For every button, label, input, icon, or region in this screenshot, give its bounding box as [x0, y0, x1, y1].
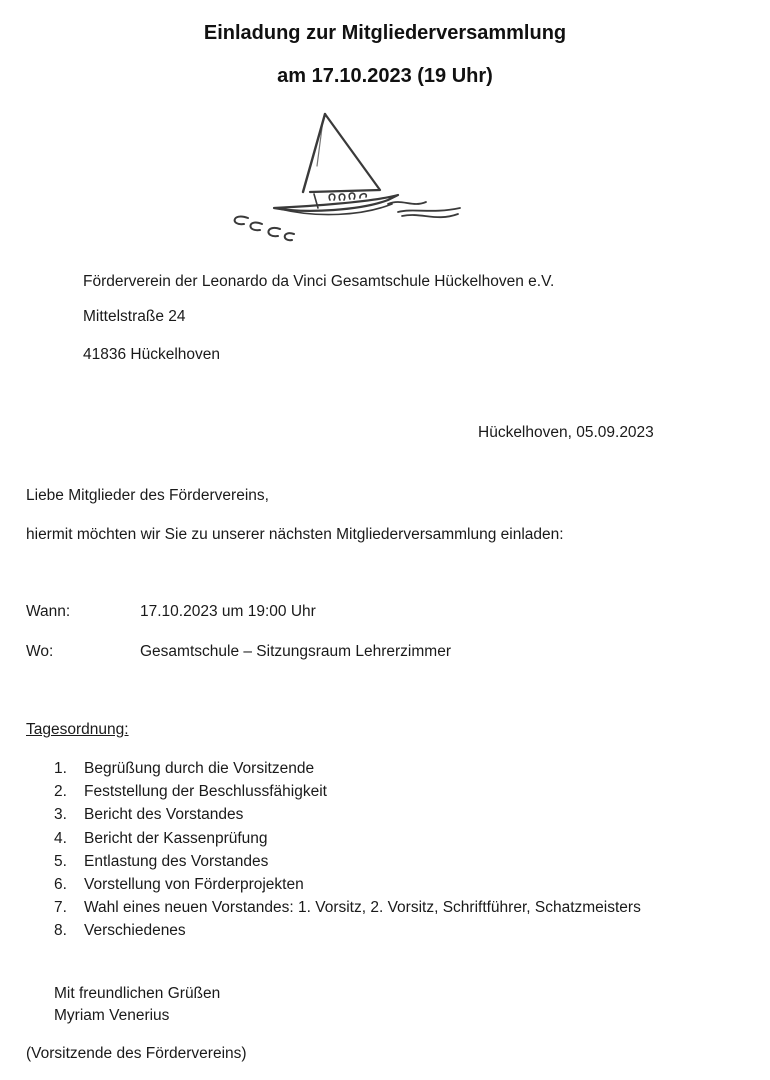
signer-name: Myriam Venerius	[54, 1007, 170, 1024]
agenda-item-text: Verschiedenes	[84, 922, 186, 940]
agenda-item-number: 1.	[54, 760, 67, 777]
agenda-item	[54, 760, 641, 783]
agenda-item-number: 4.	[54, 829, 67, 847]
address-organization: Förderverein der Leonardo da Vinci Gesamtschule Hückelhoven e.V.	[83, 273, 555, 290]
when-value: 17.10.2023 um 19:00 Uhr	[140, 603, 316, 620]
document-title: Einladung zur Mitgliederversammlung	[203, 22, 567, 44]
agenda-item-number: 8.	[54, 922, 67, 940]
greeting: Liebe Mitglieder des Fördervereins,	[26, 487, 269, 504]
wave-left	[235, 216, 294, 240]
agenda-item-text: Begrüßung durch die Vorsitzende	[84, 760, 315, 777]
agenda-item	[54, 876, 641, 899]
agenda-item	[54, 806, 641, 829]
agenda-item-number: 5.	[54, 852, 67, 870]
place-and-date: Hückelhoven, 05.09.2023	[478, 424, 654, 441]
document-subtitle-date: am 17.10.2023 (19 Uhr)	[277, 65, 493, 87]
intro-text: hiermit möchten wir Sie zu unserer nächsten Mitgliederversammlung einladen:	[26, 526, 564, 543]
where-value: Gesamtschule – Sitzungsraum Lehrerzimmer	[140, 643, 451, 660]
agenda-item-text: Feststellung der Beschlussfähigkeit	[84, 783, 327, 801]
signer-role: (Vorsitzende des Fördervereins)	[26, 1045, 247, 1062]
agenda-item	[54, 783, 641, 806]
agenda-item-number: 6.	[54, 875, 67, 893]
agenda-item-text: Entlastung des Vorstandes	[84, 852, 269, 870]
agenda-item-number: 7.	[54, 899, 67, 917]
agenda-item-text: Bericht der Kassenprüfung	[84, 829, 268, 847]
agenda-item-number: 3.	[54, 806, 67, 824]
agenda-list	[54, 760, 641, 946]
agenda-item-text: Wahl eines neuen Vorstandes: 1. Vorsitz, 2. Vorsitz, Schriftführer, Schatzmeisters	[84, 899, 641, 917]
agenda-item-text: Bericht des Vorstandes	[84, 806, 244, 824]
wave-right	[388, 202, 460, 217]
address-city: 41836 Hückelhoven	[83, 346, 221, 363]
passengers	[329, 193, 366, 200]
agenda-item-number: 2.	[54, 783, 67, 801]
address-street: Mittelstraße 24	[83, 308, 186, 325]
agenda-item	[54, 922, 641, 945]
when-label: Wann:	[26, 603, 71, 620]
agenda-heading: Tagesordnung:	[26, 721, 129, 738]
sailboat-sketch-icon	[222, 108, 467, 243]
agenda-item	[54, 899, 641, 922]
where-label: Wo:	[26, 643, 54, 660]
agenda-item	[54, 853, 641, 876]
agenda-item	[54, 830, 641, 853]
agenda-item-text: Vorstellung von Förderprojekten	[84, 875, 304, 893]
closing-salutation: Mit freundlichen Grüßen	[54, 985, 221, 1002]
